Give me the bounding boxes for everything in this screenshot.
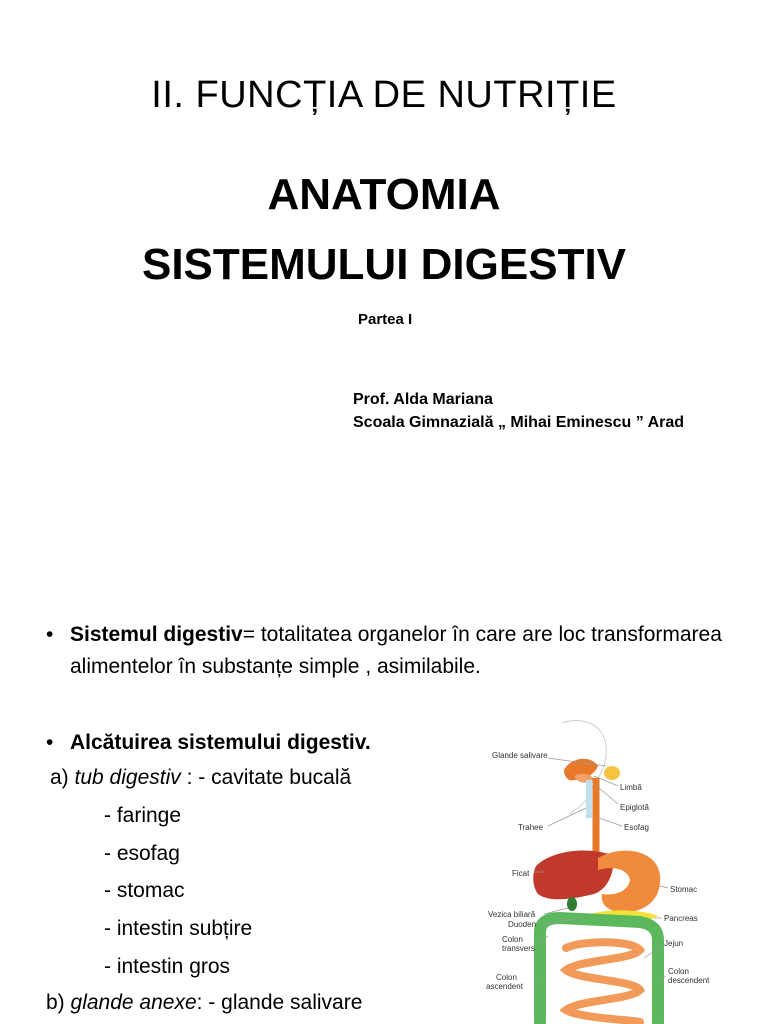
leader-line: [548, 808, 586, 826]
label-ficat: Ficat: [512, 869, 530, 878]
list-item: - stomac: [104, 879, 185, 902]
tub-label: tub digestiv: [74, 766, 181, 789]
content-slide: [0, 575, 768, 1024]
label-epiglota: Epiglotă: [620, 803, 649, 812]
label-colon-ascendent-2: ascendent: [486, 982, 523, 991]
label-colon-descendent-2: descendent: [668, 976, 710, 985]
glands-label: glande anexe: [70, 991, 197, 1014]
author-name: Prof. Alda Mariana: [353, 391, 493, 408]
leader-line: [660, 886, 668, 888]
definition-bullet: [46, 619, 746, 683]
composition-heading: Alcătuirea sistemului digestiv.: [70, 731, 371, 754]
label-stomac: Stomac: [670, 885, 698, 894]
tub-digestiv-line: [50, 766, 351, 790]
label-pancreas: Pancreas: [664, 914, 698, 923]
label-colon-transvers-2: transvers: [502, 944, 535, 953]
digestive-system-diagram: [482, 718, 744, 1024]
label-colon-ascendent-1: Colon: [496, 973, 517, 982]
glande-anexe-line: [46, 991, 362, 1015]
label-duoden: Duoden: [508, 920, 537, 929]
label-vezica-biliara: Vezica biliară: [488, 910, 536, 919]
tub-first-item: : - cavitate bucală: [180, 766, 352, 789]
label-jejun: Jejun: [664, 939, 684, 948]
label-colon-descendent-1: Colon: [668, 967, 689, 976]
tub-prefix: a): [50, 766, 75, 789]
label-esofag: Esofag: [624, 823, 649, 832]
label-limba: Limbă: [620, 783, 642, 792]
small-intestine-shape: [566, 942, 640, 1022]
bullet-icon: •: [46, 731, 54, 754]
gall-bladder-shape: [567, 897, 577, 911]
label-colon-transvers-1: Colon: [502, 935, 523, 944]
main-title-line-2: SISTEMULUI DIGESTIV: [141, 240, 627, 289]
label-glande-salivare: Glande salivare: [492, 751, 548, 760]
list-item: - faringe: [104, 804, 182, 827]
list-item: - intestin gros: [104, 955, 231, 978]
chapter-title: II. FUNCȚIA DE NUTRIȚIE: [151, 74, 617, 116]
leader-line: [599, 818, 622, 826]
salivary-gland-shape: [604, 766, 620, 780]
school-name: Scoala Gimnazială „ Mihai Eminescu ” Arad: [353, 414, 685, 431]
colon-shape: [540, 918, 658, 1022]
main-title-line-1: ANATOMIA: [267, 170, 501, 219]
definition-term: Sistemul digestiv: [70, 623, 243, 646]
glands-first-item: : - glande salivare: [196, 991, 363, 1014]
glands-prefix: b): [46, 991, 71, 1014]
label-trahee: Trahee: [518, 823, 544, 832]
definition-text: = totalitatea organelor în care are loc transformarea alimentelor în substanțe simple , asimilabile.: [70, 623, 722, 678]
list-item: - intestin subțire: [104, 917, 253, 940]
bullet-icon: •: [46, 623, 54, 646]
list-item: - esofag: [104, 842, 180, 865]
part-label: Partea I: [358, 311, 413, 328]
trachea-shape: [586, 780, 592, 818]
